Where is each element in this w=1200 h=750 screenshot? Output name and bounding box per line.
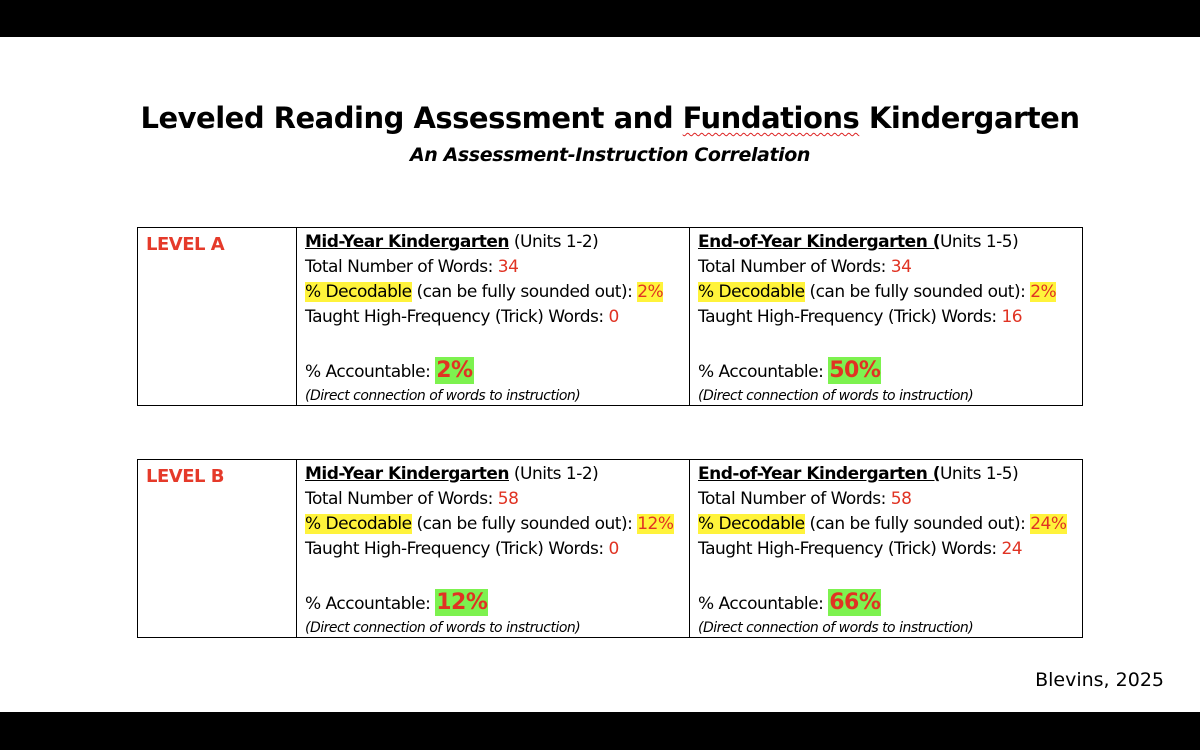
mid-year-units: (Units 1-2): [509, 464, 599, 484]
level-b-mid-year-cell: [297, 460, 690, 638]
note-text: (Direct connection of words to instruction): [698, 388, 974, 404]
hfw-value: 16: [1001, 307, 1023, 327]
hfw-value: 0: [608, 539, 619, 559]
hfw-label: Taught High-Frequency (Trick) Words:: [698, 307, 1002, 327]
hfw-label: Taught High-Frequency (Trick) Words:: [305, 307, 609, 327]
hfw-label: Taught High-Frequency (Trick) Words:: [698, 539, 1002, 559]
accountable-label: % Accountable:: [698, 594, 829, 614]
accountable-value: 2%: [436, 358, 473, 383]
accountable-label: % Accountable:: [305, 594, 436, 614]
end-year-units: Units 1-5): [939, 232, 1019, 252]
end-year-units: Units 1-5): [939, 464, 1019, 484]
level-a-mid-year-cell: [297, 228, 690, 406]
decodable-desc: (can be fully sounded out):: [411, 282, 638, 302]
decodable-label: % Decodable: [305, 514, 412, 534]
decodable-value: 2%: [1030, 282, 1057, 302]
level-a-label-cell: [138, 228, 297, 406]
accountable-value: 50%: [829, 358, 881, 383]
note-text: (Direct connection of words to instruction): [305, 388, 581, 404]
level-label: LEVEL A: [146, 234, 225, 255]
credit-text: Blevins, 2025: [1035, 669, 1164, 691]
mid-year-heading: Mid-Year Kindergarten: [305, 464, 509, 484]
accountable-label: % Accountable:: [305, 362, 436, 382]
accountable-value: 12%: [436, 590, 488, 615]
decodable-value: 24%: [1030, 514, 1067, 534]
hfw-value: 24: [1001, 539, 1023, 559]
accountable-label: % Accountable:: [698, 362, 829, 382]
decodable-value: 2%: [637, 282, 664, 302]
hfw-label: Taught High-Frequency (Trick) Words:: [305, 539, 609, 559]
total-words-label: Total Number of Words:: [698, 257, 891, 277]
mid-year-heading: Mid-Year Kindergarten: [305, 232, 509, 252]
slide-title: [0, 101, 1200, 135]
level-b-table: [137, 459, 1083, 638]
slide: [0, 37, 1200, 712]
slide-subtitle: An Assessment-Instruction Correlation: [409, 144, 811, 166]
decodable-label: % Decodable: [305, 282, 412, 302]
decodable-desc: (can be fully sounded out):: [804, 282, 1031, 302]
decodable-desc: (can be fully sounded out):: [804, 514, 1031, 534]
mid-year-units: (Units 1-2): [509, 232, 599, 252]
level-a-end-year-cell: [690, 228, 1083, 406]
total-words-label: Total Number of Words:: [305, 489, 498, 509]
hfw-value: 0: [608, 307, 619, 327]
accountable-value: 66%: [829, 590, 881, 615]
end-year-heading: End-of-Year Kindergarten (: [698, 464, 940, 484]
total-words-label: Total Number of Words:: [305, 257, 498, 277]
note-text: (Direct connection of words to instruction): [698, 620, 974, 636]
total-words-value: 58: [890, 489, 912, 509]
title-part-1: Leveled Reading Assessment and: [140, 101, 683, 135]
level-label: LEVEL B: [146, 466, 224, 487]
decodable-label: % Decodable: [698, 282, 805, 302]
decodable-desc: (can be fully sounded out):: [411, 514, 638, 534]
total-words-value: 58: [497, 489, 519, 509]
level-b-label-cell: [138, 460, 297, 638]
total-words-value: 34: [890, 257, 912, 277]
total-words-value: 34: [497, 257, 519, 277]
decodable-value: 12%: [637, 514, 674, 534]
level-a-table: [137, 227, 1083, 406]
note-text: (Direct connection of words to instruction): [305, 620, 581, 636]
total-words-label: Total Number of Words:: [698, 489, 891, 509]
decodable-label: % Decodable: [698, 514, 805, 534]
title-part-2: Kindergarten: [859, 101, 1080, 135]
end-year-heading: End-of-Year Kindergarten (: [698, 232, 940, 252]
title-spellcheck-word: Fundations: [682, 101, 860, 135]
level-b-end-year-cell: [690, 460, 1083, 638]
